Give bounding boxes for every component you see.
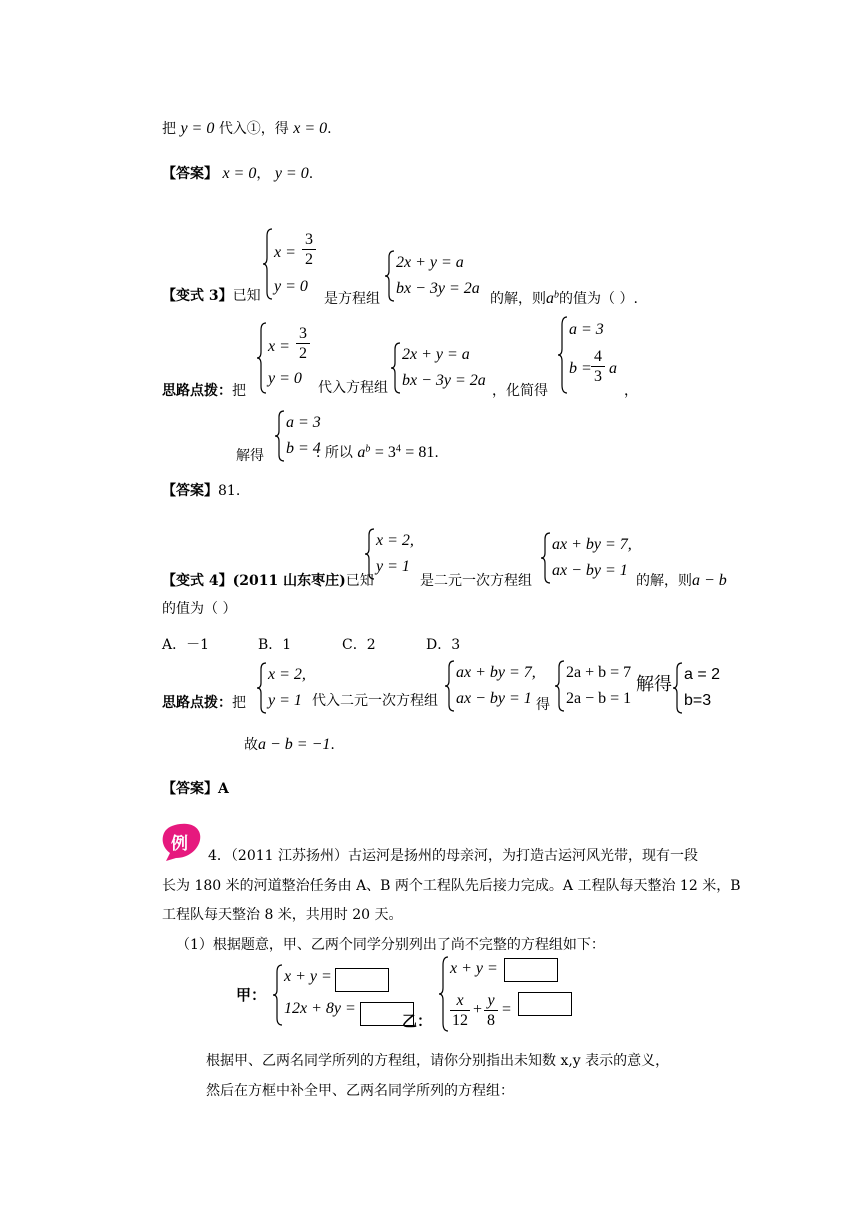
v4-hint-system: ax + by = 7, ax − by = 1 — [444, 660, 539, 712]
v4-hint-solution: x = 2, y = 1 — [256, 662, 316, 714]
substitution-line: 把 y = 0 代入①，得 x = 0. — [162, 120, 332, 137]
brace-icon — [554, 660, 566, 712]
source: (2011 山东枣庄) — [232, 573, 346, 589]
v4-hint-start: 思路点拨：把 — [162, 695, 246, 711]
v4-question-end: 的解，则a − b — [636, 572, 727, 589]
v4-hint-text: 代入二元一次方程组 — [312, 693, 438, 709]
v4-question-start: 【变式 4】(2011 山东枣庄)已知 — [162, 573, 374, 589]
example-badge-icon: 例 — [158, 820, 204, 862]
v3-solve-label: 解得 — [236, 448, 264, 464]
brace-icon — [438, 956, 450, 1032]
yi-blank-2[interactable] — [518, 992, 572, 1016]
v4-question-line2: 的值为（ ） — [162, 601, 237, 617]
v3-equation-system: 2x + y = a bx − 3y = 2a — [384, 250, 494, 302]
option-c: C．2 — [342, 637, 376, 653]
v3-solution-system: x = 3 2 y = 0 — [262, 228, 322, 300]
question-1: （1）根据题意，甲、乙两个同学分别列出了尚不完整的方程组如下： — [176, 937, 605, 953]
v3-question-end: 的解，则$a^b$的值为（ ）. — [490, 289, 638, 307]
jia-label: 甲： — [236, 986, 267, 1004]
v4-system-ab: 2a + b = 7 2a − b = 1 — [554, 660, 634, 712]
v3-hint-start: 思路点拨：把 — [162, 383, 246, 399]
description-1: 根据甲、乙两名同学所列的方程组，请你分别指出未知数 x,y 表示的意义， — [206, 1053, 670, 1069]
option-d: D．3 — [426, 637, 461, 653]
v4-result-system: a = 2 b=3 — [672, 662, 732, 714]
v3-answer: 【答案】81. — [162, 483, 241, 499]
brace-icon — [540, 532, 552, 584]
variant-label: 【变式 4】 — [162, 573, 233, 589]
example-para-1: 4．（2011 江苏扬州）古运河是扬州的母亲河，为打造古运河风光带，现有一段 — [208, 848, 698, 864]
answer-label: 【答案】 — [162, 483, 218, 499]
fraction: 3 2 — [296, 325, 310, 362]
hint-label: 思路点拨： — [162, 383, 232, 399]
brace-icon — [274, 410, 286, 462]
v3-hint-system: 2x + y = a bx − 3y = 2a — [390, 342, 500, 394]
brace-icon — [272, 964, 284, 1026]
brace-icon — [390, 342, 402, 394]
brace-icon — [256, 662, 268, 714]
v3-hint-text: 代入方程组 — [318, 380, 388, 396]
v4-solution-system: x = 2, y = 1 — [364, 528, 424, 580]
yi-system: x + y = x 12 + y 8 = — [438, 956, 588, 1032]
answer-line-top: 【答案】 x = 0， y = 0. — [162, 165, 314, 182]
fraction: x 12 — [452, 992, 468, 1029]
eq-x-zero: x = 0 — [293, 120, 328, 137]
v4-answer: 【答案】A — [162, 781, 229, 797]
brace-icon — [256, 322, 268, 394]
v3-text: 是方程组 — [324, 291, 380, 307]
fraction: 3 2 — [302, 231, 316, 268]
variant-label: 【变式 3】 — [162, 288, 233, 304]
brace-icon — [262, 228, 274, 300]
option-a: A．－1 — [162, 637, 210, 653]
v3-hint-solution: x = 3 2 y = 0 — [256, 322, 316, 394]
v3-result-system: a = 3 b = 4 — [274, 410, 334, 462]
option-b: B．1 — [258, 637, 292, 653]
answer-label: 【答案】 — [162, 781, 218, 797]
v4-text: 是二元一次方程组 — [420, 573, 532, 589]
v4-equation-system: ax + by = 7, ax − by = 1 — [540, 532, 640, 584]
jia-system: x + y = 12x + 8y = — [272, 964, 422, 1026]
example-para-3: 工程队每天整治 8 米，共用时 20 天。 — [162, 907, 403, 923]
description-2: 然后在方框中补全甲、乙两名同学所列的方程组： — [206, 1083, 514, 1099]
brace-icon — [672, 662, 684, 714]
v3-conclusion: . 所以 $a^b = 3^4 = 81$. — [316, 443, 439, 461]
brace-icon — [384, 250, 396, 302]
fraction: 4 3 — [591, 348, 605, 385]
hint-label: 思路点拨： — [162, 695, 232, 711]
v4-conclusion: 故a − b = −1. — [244, 736, 335, 753]
jia-blank-1[interactable] — [335, 968, 389, 992]
v3-simplified-system: a = 3 b = 4 3 a — [557, 316, 627, 394]
answer-label: 【答案】 — [162, 166, 218, 182]
fraction: y 8 — [484, 992, 498, 1029]
eq-y-zero: y = 0 — [180, 120, 215, 137]
v3-simplify-text: ，化简得 — [492, 383, 548, 399]
v3-question-start: 【变式 3】已知 — [162, 288, 261, 304]
yi-blank-1[interactable] — [504, 958, 558, 982]
v4-solve-label: 解得 — [636, 674, 672, 694]
brace-icon — [444, 660, 456, 712]
brace-icon — [557, 316, 569, 394]
example-para-2: 长为 180 米的河道整治任务由 A、B 两个工程队先后接力完成。A 工程队每天整治 12 米，B — [162, 878, 741, 894]
yi-label: 乙： — [402, 1012, 433, 1030]
